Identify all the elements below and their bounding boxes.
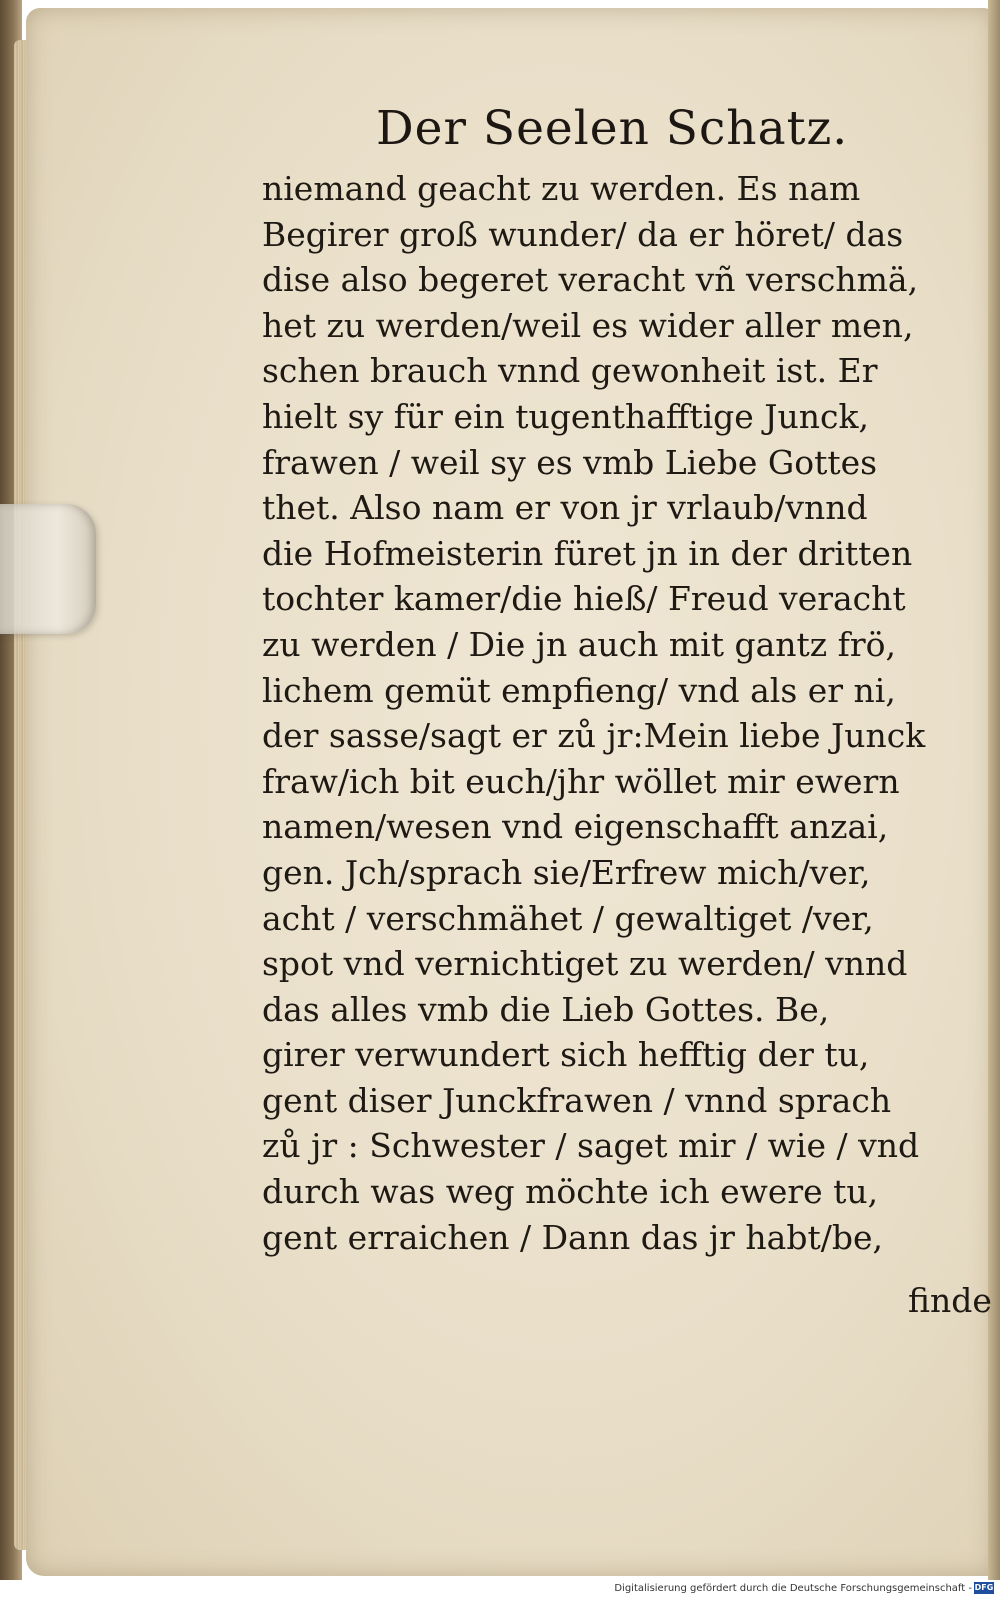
text-line: frawen / weil sy es vmb Liebe Gottes [262, 442, 878, 482]
text-line: die Hofmeisterin füret jn in der dritten [262, 533, 913, 573]
text-line: spot vnd vernichtiget zu werden/ vnnd [262, 944, 908, 984]
digitization-credit: Digitalisierung gefördert durch die Deutsche Forschungsgemeinschaft - [614, 1583, 972, 1594]
text-line: der sasse/sagt er zů jr:Mein liebe Junck [262, 716, 926, 756]
dfg-logo-badge: DFG [974, 1583, 994, 1592]
text-line: niemand geacht zu werden. Es nam [262, 169, 861, 208]
text-line: thet. Also nam er von jr vrlaub/vnnd [262, 488, 868, 528]
text-line: dise also begeret veracht vñ verschmä, [262, 260, 919, 300]
text-line: das alles vmb die Lieb Gottes. Be, [262, 989, 830, 1029]
text-line: gen. Jch/sprach sie/Erfrew mich/ver, [262, 852, 871, 892]
text-line: zů jr : Schwester / saget mir / wie / vnd [262, 1126, 920, 1166]
body-text [262, 166, 974, 1260]
text-line: namen/wesen vnd eigenschafft anzai, [262, 807, 889, 847]
running-head: Der Seelen Schatz. [376, 101, 849, 156]
text-line: acht / verschmähet / gewaltiget /ver, [262, 898, 874, 938]
text-line: schen brauch vnnd gewonheit ist. Er [262, 351, 878, 391]
text-line: girer verwundert sich hefftig der tu, [262, 1035, 870, 1075]
text-line: gent diser Junckfrawen / vnnd sprach [262, 1080, 892, 1120]
catchword: finde [908, 1281, 992, 1320]
text-line: durch was weg möchte ich ewere tu, [262, 1172, 879, 1212]
plastic-page-clip [0, 504, 96, 634]
text-line: fraw/ich bit euch/jhr wöllet mir ewern [262, 761, 900, 801]
text-line: tochter kamer/die hieß/ Freud veracht [262, 579, 906, 619]
text-line: het zu werden/weil es wider aller men, [262, 305, 914, 345]
text-line: zu werden / Die jn auch mit gantz frö, [262, 624, 896, 664]
text-line: hielt sy für ein tugenthafftige Junck, [262, 396, 869, 436]
text-line: lichem gemüt empfieng/ vnd als er ni, [262, 670, 896, 710]
book-right-edge [988, 0, 1000, 1580]
text-line: Begirer groß wunder/ da er höret/ das [262, 214, 904, 254]
text-line: gent erraichen / Dann das jr habt/be, [262, 1217, 884, 1257]
